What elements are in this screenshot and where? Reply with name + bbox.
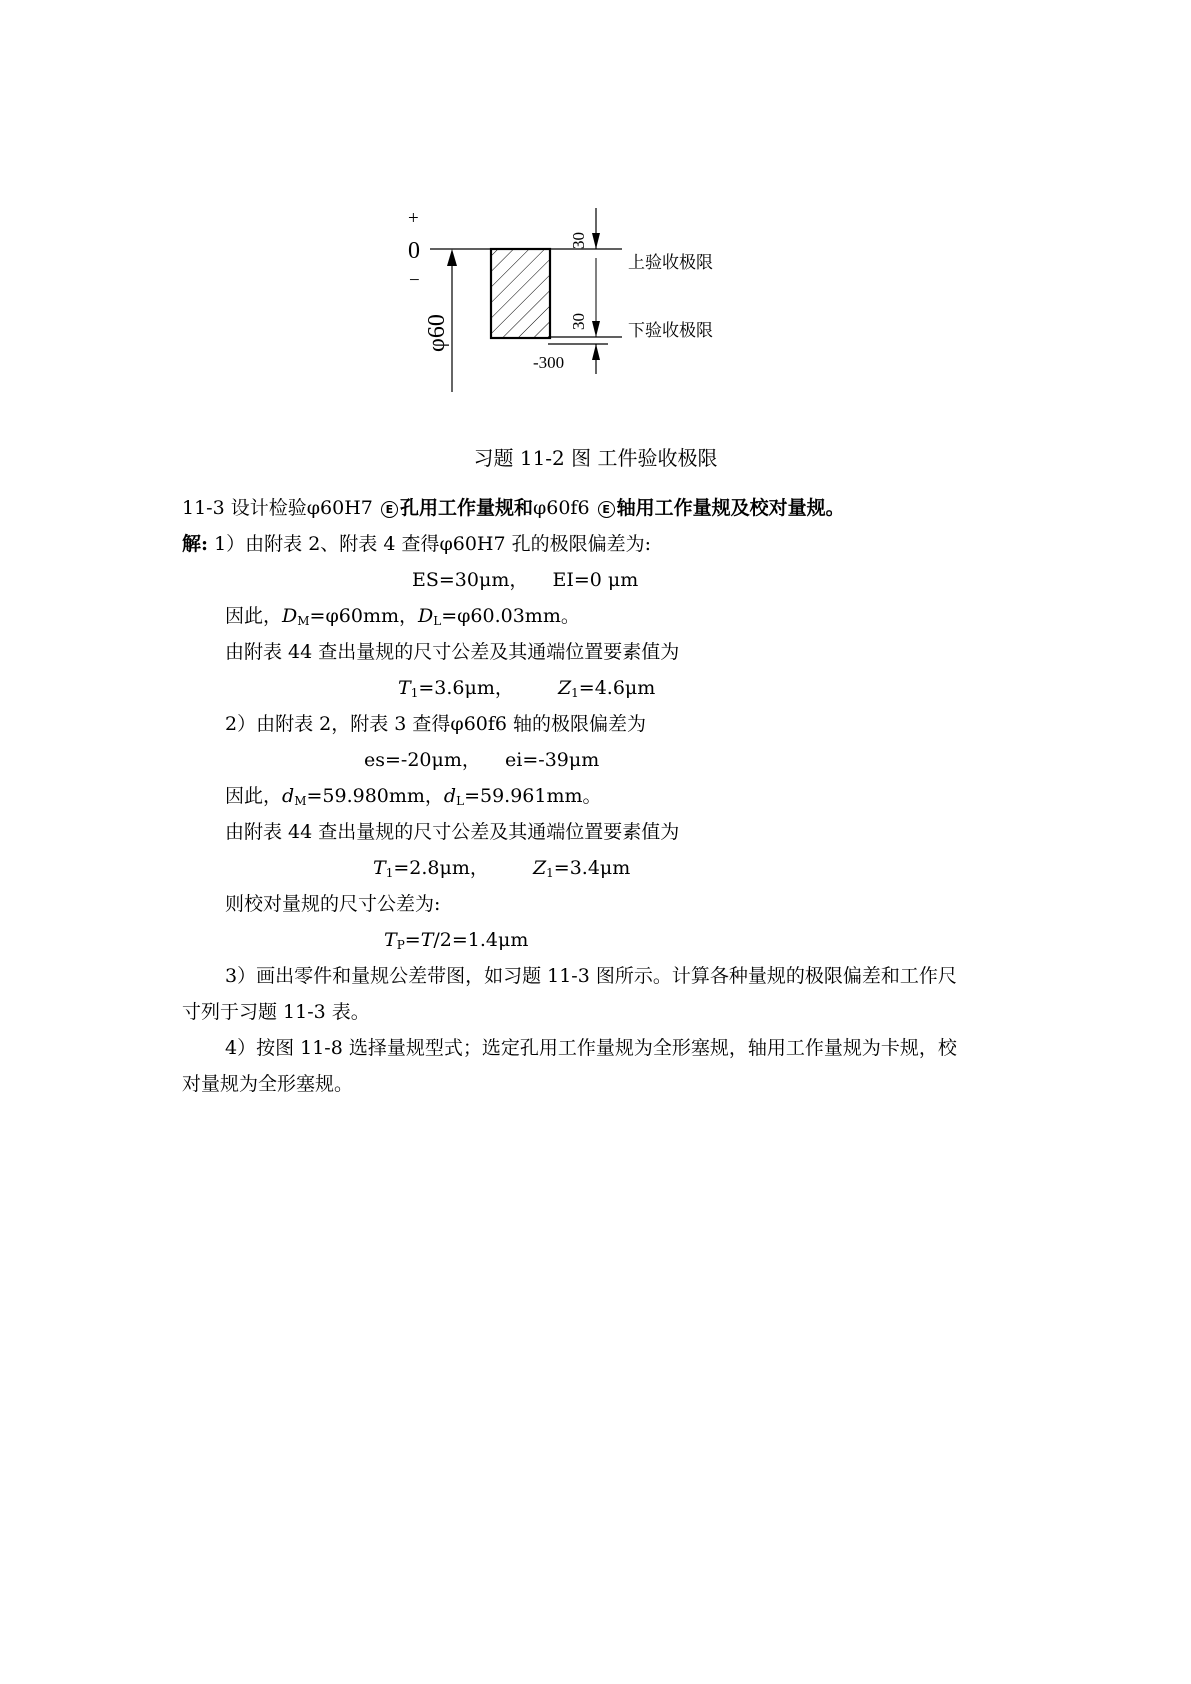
upper-dim-arrow: [592, 233, 600, 249]
hole-t1-sub: 1: [410, 686, 419, 700]
lower-dim-value: 30: [569, 313, 588, 330]
hole-table44: 由附表 44 查出量规的尺寸公差及其通端位置要素值为: [225, 641, 680, 663]
diameter-arrowhead: [447, 249, 457, 266]
step4-line2: 对量规为全形塞规。: [182, 1073, 354, 1095]
shaft-dimensions: [225, 784, 602, 808]
problem-text-2: φ60H7: [306, 497, 373, 519]
hole-dl-sub: L: [433, 614, 442, 628]
problem-number: 11-3: [182, 497, 225, 519]
hole-dimensions: [225, 604, 580, 628]
tp-t: T: [420, 929, 434, 951]
shaft-dm-symbol: d: [282, 785, 295, 807]
step3-line2: 寸列于习题 11-3 表。: [182, 1001, 370, 1023]
hole-dm-value: =φ60mm，: [309, 605, 418, 627]
shaft-gauge-tolerance: [373, 856, 630, 880]
problem-text-5: 轴用工作量规及校对量规。: [616, 497, 845, 519]
lower-limit-label: 下验收极限: [628, 321, 713, 341]
problem-text-3: 孔用工作量规和: [399, 497, 533, 519]
tp-value: /2=1.4μm: [433, 929, 529, 951]
envelope-e-icon: E: [381, 501, 398, 518]
shaft-table44: 由附表 44 查出量规的尺寸公差及其通端位置要素值为: [225, 821, 680, 843]
shaft-dm-sub: M: [294, 794, 307, 808]
shaft-t1-sub: 1: [385, 866, 394, 880]
shaft-z1-sub: 1: [546, 866, 554, 880]
step3-line1: 3）画出零件和量规公差带图，如习题 11-3 图所示。计算各种量规的极限偏差和工作尺: [225, 965, 957, 987]
shaft-dm-value: =59.980mm，: [306, 785, 444, 807]
hole-dl-value: =φ60.03mm。: [441, 605, 580, 627]
minus-sign: −: [409, 270, 420, 291]
check-gauge-intro: 则校对量规的尺寸公差为:: [225, 893, 441, 915]
upper-limit-label: 上验收极限: [628, 253, 713, 273]
tp-sub: P: [396, 938, 405, 952]
bottom-value: -300: [533, 353, 565, 372]
figure-caption: 习题 11-2 图 工件验收极限: [473, 446, 718, 470]
zero-label: 0: [408, 238, 420, 264]
shaft-dl-value: =59.961mm。: [464, 785, 602, 807]
hole-dl-symbol: D: [417, 605, 434, 627]
hole-z1-symbol: Z: [557, 677, 572, 699]
problem-text-4: φ60f6: [532, 497, 590, 519]
lower-dim-arrow: [592, 344, 600, 360]
problem-statement: [182, 496, 845, 520]
solution-label: 解:: [182, 533, 209, 555]
hole-t1-symbol: T: [398, 677, 411, 699]
solution-step1: [182, 532, 651, 556]
shaft-deviations: es=-20μm， ei=-39μm: [364, 749, 600, 771]
upper-dim-value: 30: [569, 232, 588, 249]
shaft-z1-symbol: Z: [532, 857, 547, 879]
shaft-dl-sub: L: [456, 794, 465, 808]
shaft-t1-symbol: T: [373, 857, 386, 879]
tolerance-zone: [491, 249, 550, 338]
hole-gauge-tolerance: [398, 676, 655, 700]
hole-dims-prefix: 因此，: [225, 605, 283, 627]
hole-z1-value: =4.6μm: [578, 677, 656, 699]
hole-dm-symbol: D: [282, 605, 298, 627]
tp-symbol: T: [384, 929, 397, 951]
hole-t1-value: =3.6μm，: [418, 677, 514, 699]
hole-dm-sub: M: [297, 614, 310, 628]
shaft-z1-value: =3.4μm: [553, 857, 631, 879]
problem-text-1: 设计检验: [230, 497, 307, 519]
step1-intro: 1）由附表 2、附表 4 查得φ60H7 孔的极限偏差为:: [214, 533, 652, 555]
shaft-t1-value: =2.8μm，: [393, 857, 489, 879]
hole-z1-sub: 1: [571, 686, 579, 700]
tolerance-figure: [0, 0, 1191, 420]
shaft-dims-prefix: 因此，: [225, 785, 283, 807]
check-gauge-tolerance: [384, 928, 528, 952]
envelope-e-icon-2: E: [598, 501, 615, 518]
diameter-label: φ60: [424, 314, 450, 352]
step4-line1: 4）按图 11-8 选择量规型式；选定孔用工作量规为全形塞规，轴用工作量规为卡规，校: [225, 1037, 957, 1059]
solution-step2: 2）由附表 2，附表 3 查得φ60f6 轴的极限偏差为: [225, 713, 647, 735]
plus-sign: +: [408, 208, 419, 229]
mid-dim-arrow: [592, 321, 600, 337]
tp-eq: =: [404, 929, 421, 951]
hole-deviations: ES=30μm， EI=0 μm: [412, 569, 639, 591]
shaft-dl-symbol: d: [443, 785, 457, 807]
